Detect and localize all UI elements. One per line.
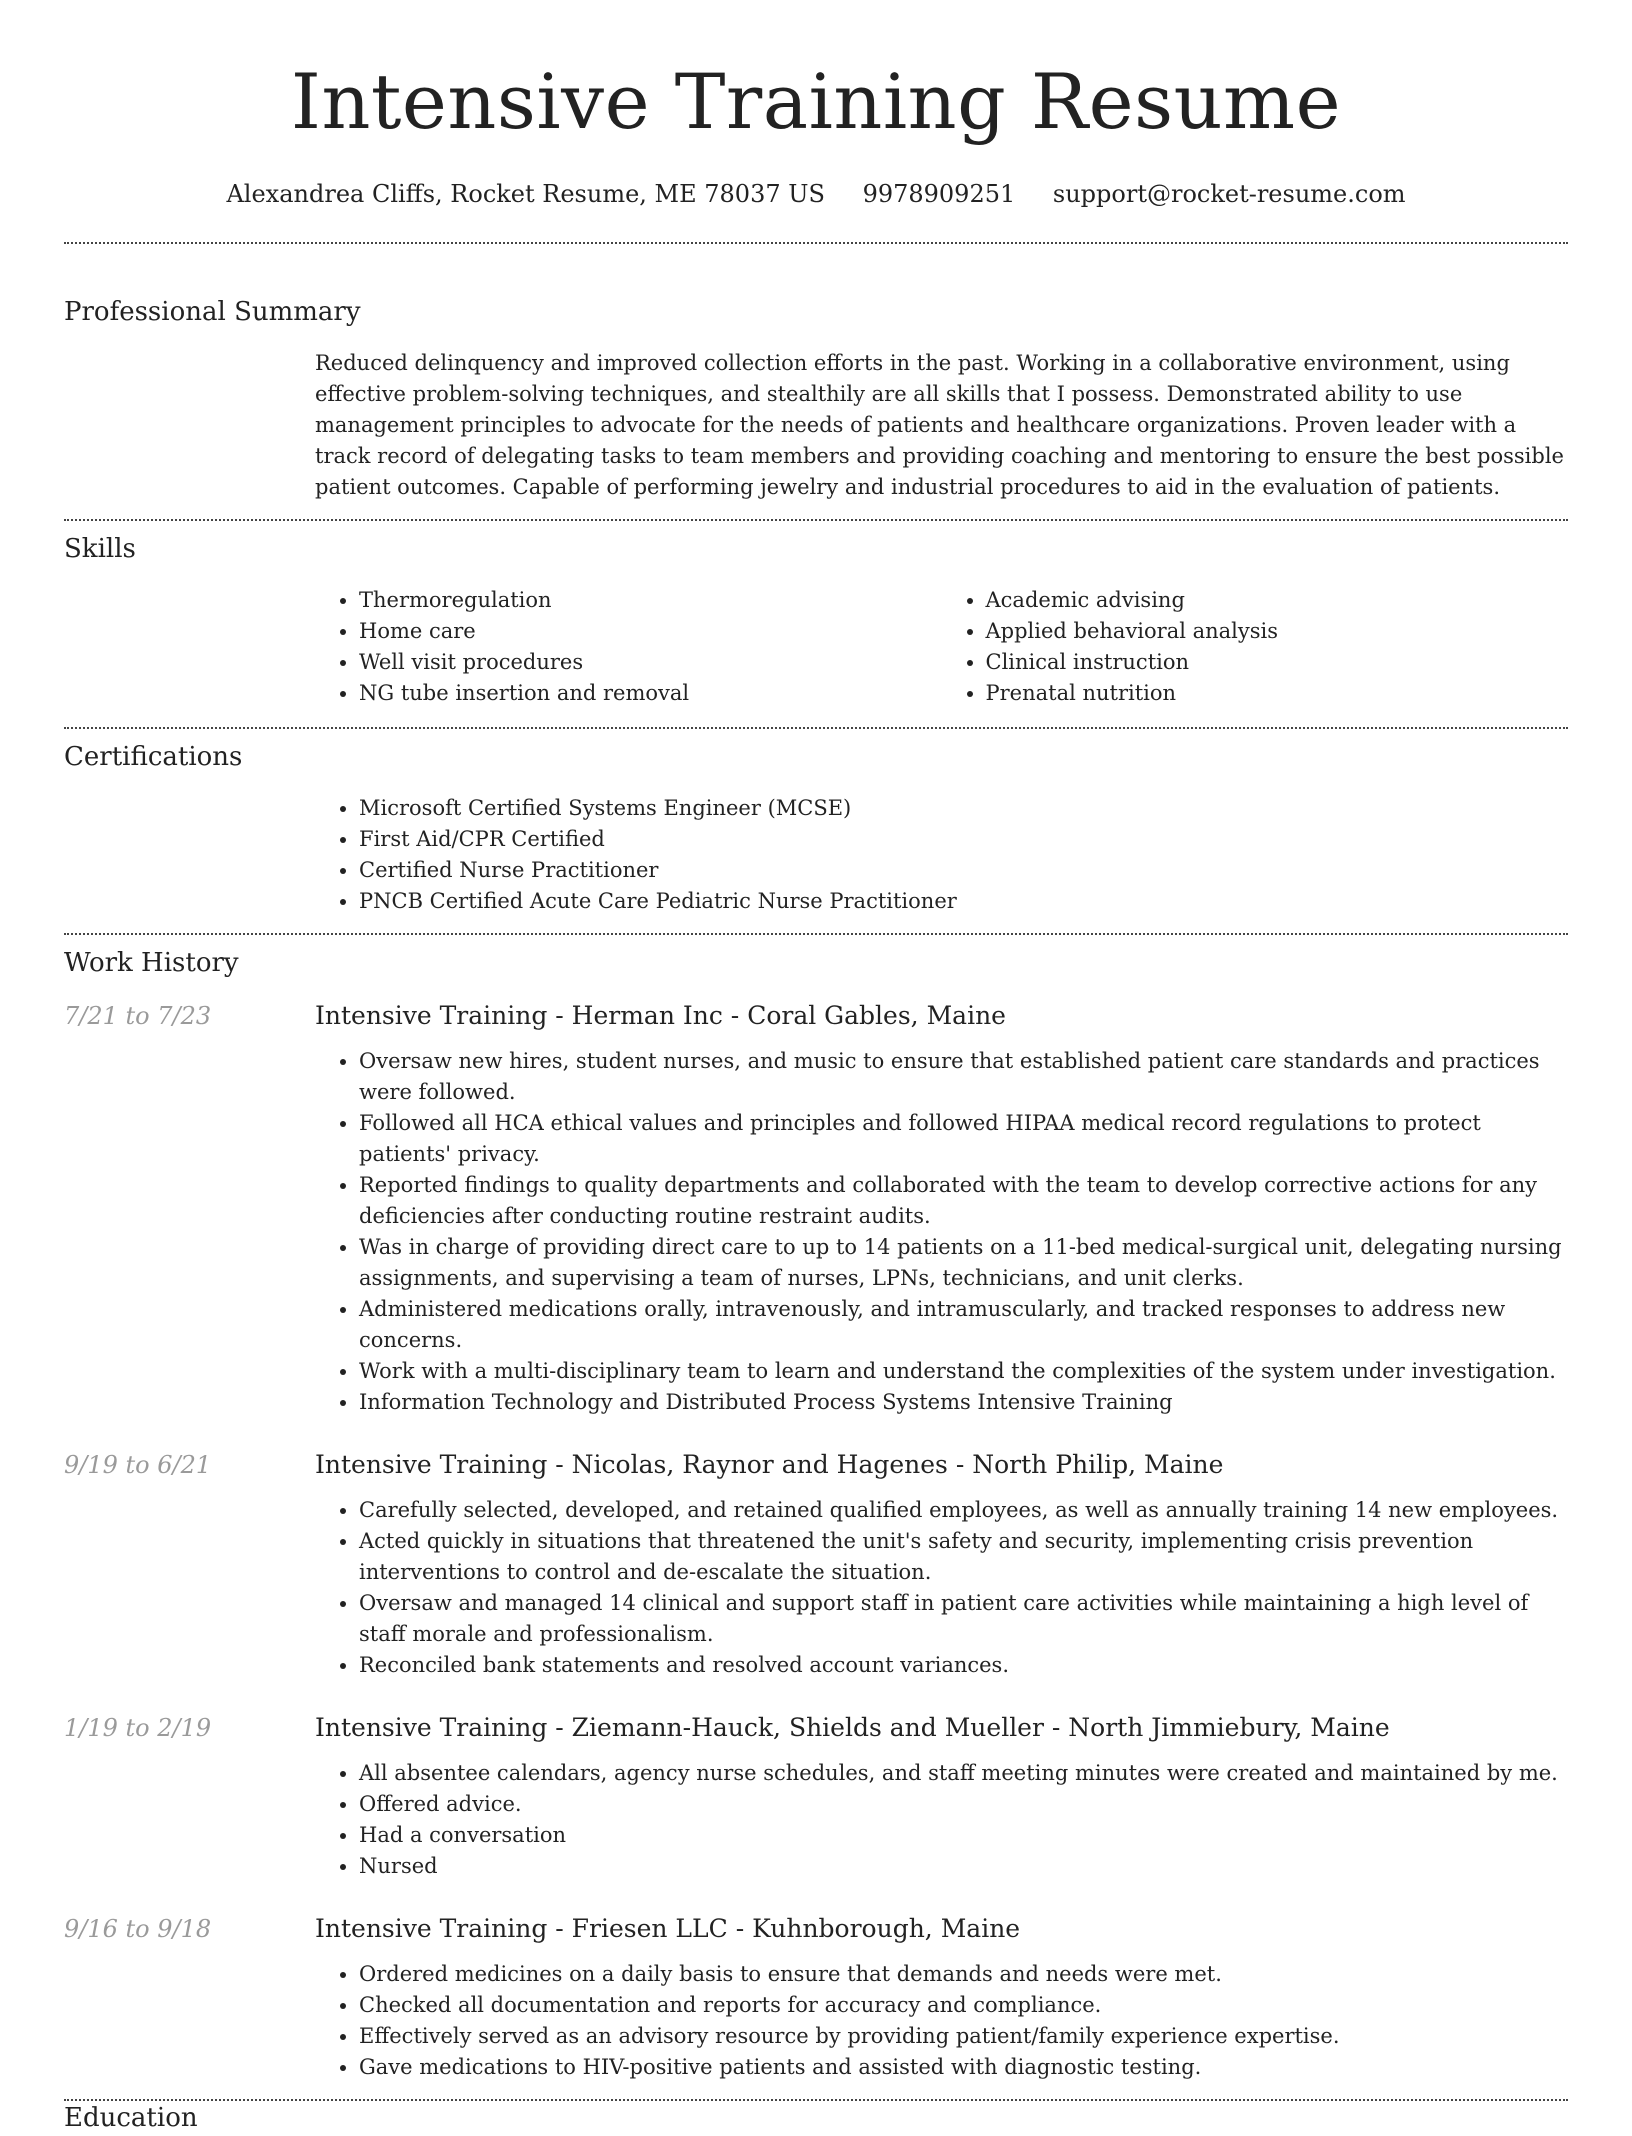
job-bullet: • Administered medications orally, intravenously, and intramuscularly, and tracked responses to address new concerns. <box>359 1294 1568 1356</box>
job-entry <box>64 1912 1568 2083</box>
skill-item: • NG tube insertion and removal <box>359 678 942 709</box>
section-divider <box>64 519 1568 521</box>
skill-item: • Prenatal nutrition <box>986 678 1569 709</box>
certification-item: • Certified Nurse Practitioner <box>359 855 1568 886</box>
skills-list-right <box>942 585 1569 709</box>
job-dates: 9/19 to 6/21 <box>64 1451 212 1479</box>
work-history-section <box>64 945 1568 2083</box>
job-bullet: • Oversaw and managed 14 clinical and support staff in patient care activities while maintaining a high level of staff morale and professionalism. <box>359 1588 1568 1650</box>
certification-item: • Microsoft Certified Systems Engineer (MCSE) <box>359 793 1568 824</box>
skill-item: • Academic advising <box>986 585 1569 616</box>
job-bullet: • Carefully selected, developed, and retained qualified employees, as well as annually training 14 new employees. <box>359 1495 1568 1526</box>
job-bullet: • Effectively served as an advisory resource by providing patient/family experience expertise. <box>359 2021 1568 2052</box>
skill-item: • Clinical instruction <box>986 647 1569 678</box>
job-body <box>315 1912 1568 2083</box>
contact-phone: 9978909251 <box>862 180 1016 208</box>
job-entry <box>64 999 1568 1418</box>
job-bullet-list <box>315 1758 1568 1882</box>
certification-item: • First Aid/CPR Certified <box>359 824 1568 855</box>
job-title: Intensive Training - Nicolas, Raynor and Hagenes - North Philip, Maine <box>315 1450 1224 1479</box>
skills-list-left <box>315 585 942 709</box>
contact-address: Alexandrea Cliffs, Rocket Resume, ME 78037 US <box>226 180 825 208</box>
skill-item: • Home care <box>359 616 942 647</box>
job-title: Intensive Training - Ziemann-Hauck, Shields and Mueller - North Jimmiebury, Maine <box>315 1713 1390 1742</box>
job-bullet: • Information Technology and Distributed Process Systems Intensive Training <box>359 1387 1568 1418</box>
job-bullet: • Checked all documentation and reports for accuracy and compliance. <box>359 1990 1568 2021</box>
section-divider <box>64 727 1568 729</box>
certifications-list <box>315 793 1568 917</box>
contact-line <box>64 178 1568 210</box>
contact-email: support@rocket-resume.com <box>1052 180 1406 208</box>
job-bullet: • Acted quickly in situations that threatened the unit's safety and security, implementing crisis prevention interventions to control and de-escalate the situation. <box>359 1526 1568 1588</box>
job-bullet: • Followed all HCA ethical values and principles and followed HIPAA medical record regulations to protect patients' privacy. <box>359 1108 1568 1170</box>
job-entry <box>64 1711 1568 1882</box>
job-body <box>315 1711 1568 1882</box>
job-title: Intensive Training - Friesen LLC - Kuhnborough, Maine <box>315 1914 1021 1943</box>
skill-item: • Well visit procedures <box>359 647 942 678</box>
summary-heading: Professional Summary <box>64 297 361 327</box>
job-body <box>315 1448 1568 1681</box>
job-bullet: • Reported findings to quality departments and collaborated with the team to develop corrective actions for any deficiencies after conducting routine restraint audits. <box>359 1170 1568 1232</box>
job-bullet: • Reconciled bank statements and resolved account variances. <box>359 1650 1568 1681</box>
job-bullet: • Oversaw new hires, student nurses, and music to ensure that established patient care standards and practices were followed. <box>359 1046 1568 1108</box>
section-divider <box>64 933 1568 935</box>
job-entry <box>64 1448 1568 1681</box>
job-bullet: • All absentee calendars, agency nurse schedules, and staff meeting minutes were created and maintained by me. <box>359 1758 1568 1789</box>
job-bullet-list <box>315 1959 1568 2083</box>
job-bullet: • Nursed <box>359 1851 1568 1882</box>
job-bullet: • Work with a multi-disciplinary team to learn and understand the complexities of the system under investigation. <box>359 1356 1568 1387</box>
job-bullet: • Offered advice. <box>359 1789 1568 1820</box>
summary-section <box>64 294 1568 503</box>
skills-heading: Skills <box>64 534 136 564</box>
certifications-heading: Certifications <box>64 742 243 772</box>
certification-item: • PNCB Certified Acute Care Pediatric Nurse Practitioner <box>359 886 1568 917</box>
job-body <box>315 999 1568 1418</box>
skills-grid <box>315 585 1568 709</box>
job-bullet: • Had a conversation <box>359 1820 1568 1851</box>
job-dates: 9/16 to 9/18 <box>64 1915 212 1943</box>
job-dates: 7/21 to 7/23 <box>64 1002 212 1030</box>
section-divider <box>64 2099 1568 2101</box>
section-divider <box>64 242 1568 244</box>
skills-section <box>64 531 1568 709</box>
job-bullet: • Ordered medicines on a daily basis to ensure that demands and needs were met. <box>359 1959 1568 1990</box>
resume-page <box>64 0 1568 2101</box>
certifications-content <box>315 793 1568 917</box>
skill-item: • Applied behavioral analysis <box>986 616 1569 647</box>
job-title: Intensive Training - Herman Inc - Coral Gables, Maine <box>315 1001 1006 1030</box>
job-bullet: • Gave medications to HIV-positive patients and assisted with diagnostic testing. <box>359 2052 1568 2083</box>
resume-title: Intensive Training Resume <box>290 57 1342 146</box>
certifications-section <box>64 739 1568 917</box>
job-bullet: • Was in charge of providing direct care to up to 14 patients on a 11-bed medical-surgical unit, delegating nursing assignments, and supervising a team of nurses, LPNs, technicians, and unit clerks. <box>359 1232 1568 1294</box>
job-dates: 1/19 to 2/19 <box>64 1714 212 1742</box>
work-history-heading: Work History <box>64 948 239 978</box>
skill-item: • Thermoregulation <box>359 585 942 616</box>
job-bullet-list <box>315 1495 1568 1681</box>
job-bullet-list <box>315 1046 1568 1418</box>
education-heading: Education <box>64 2103 198 2133</box>
summary-text: Reduced delinquency and improved collection efforts in the past. Working in a collaborative environment, using effective problem-solving techniques, and stealthily are all skills that I possess. Demonstrated ability to use management principles to advocate for the needs of patients and healthcare organizations. Proven leader with a track record of delegating tasks to team members and providing coaching and mentoring to ensure the best possible patient outcomes. Capable of performing jewelry and industrial procedures to aid in the evaluation of patients. <box>315 351 1564 499</box>
